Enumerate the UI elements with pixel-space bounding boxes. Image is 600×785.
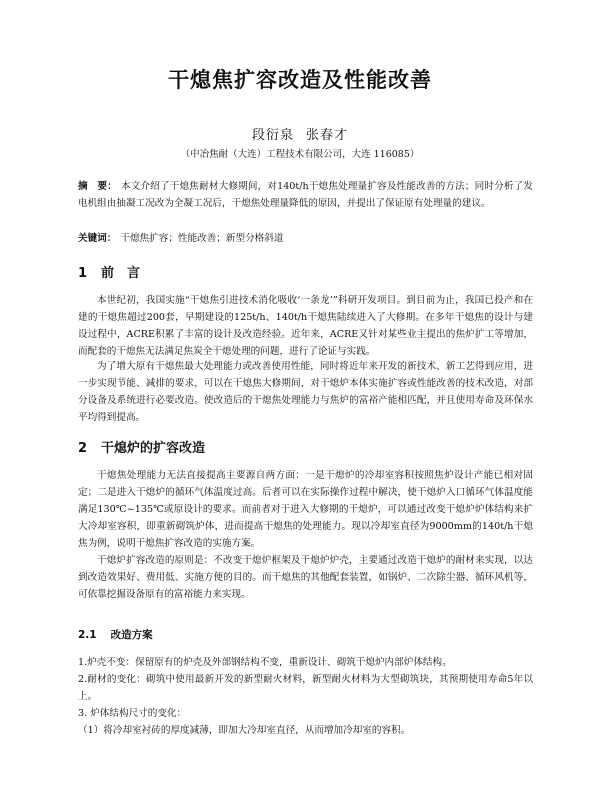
keywords — [78, 230, 533, 247]
keywords-text: 干熄焦扩容；性能改善；新型分格斜道 — [120, 233, 284, 244]
paper-title: 干熄焦扩容改造及性能改善 — [168, 68, 432, 92]
section-1-paragraph-1: 本世纪初，我国实施“干熄焦引进技术消化吸收‘一条龙’”科研开发项目。到目前为止，我国已投产和在建的干熄焦超过200套，早期建设的125t/h、140t/h干熄焦陆续进入了大修期。在多年干熄焦的设计与建设过程中，ACRE积累了丰富的设计及改造经验。近年来，ACRE又针对某些业主提出的焦炉扩工等增加，而配套的干熄焦无法满足焦炭全干熄处理的问题，进行了论证与实践。 — [78, 295, 533, 357]
subsection-title: 改造方案 — [110, 629, 153, 641]
section-1-paragraph-2: 为了增大原有干熄焦最大处理能力或改善使用性能，同时将近年来开发的新技术、新工艺得到应用，进一步实现节能、减排的要求，可以在干熄焦大修期间，对干熄炉本体实施扩容或性能改善的技术改造，对部分设备及系统进行必要改造。使改造后的干熄焦处理能力与焦炉的富裕产能相匹配，并且使用寿命及环保水平均得到提高。 — [78, 361, 533, 423]
list-item-2: 2.耐材的变化：砌筑中使用最新开发的新型耐火材料，新型耐火材料为大型砌筑块，其预期使用寿命5年以上。 — [78, 674, 533, 702]
keywords-label: 关键词： — [78, 233, 117, 244]
section-1-title: 前 言 — [101, 266, 141, 281]
author-1: 段衍泉 — [251, 128, 294, 143]
abstract — [78, 178, 533, 212]
affiliation: （中冶焦耐（大连）工程技术有限公司，大连 116085） — [180, 149, 420, 160]
list-item-3: 3. 炉体结构尺寸的变化： — [78, 708, 187, 719]
section-2-number: 2 — [78, 441, 88, 456]
subsection-2-1-heading — [78, 627, 153, 642]
section-1-number: 1 — [78, 266, 88, 281]
section-2-heading — [78, 437, 205, 456]
list-item-1: 1.炉壳不变：保留原有的炉壳及外部钢结构不变，重新设计、砌筑干熄炉内部炉体结构。 — [78, 657, 452, 668]
authors — [0, 124, 600, 143]
abstract-text: 本文介绍了干熄焦耐材大修期间，对140t/h干熄焦处理量扩容及性能改善的方法；同时分析了发电机组由抽凝工况改为全凝工况后，干熄焦处理量降低的原因，并提出了保证原有处理量的建议。 — [78, 181, 534, 209]
section-2-title: 干熄炉的扩容改造 — [101, 441, 206, 456]
subsection-number: 2.1 — [78, 629, 97, 641]
author-2: 张春才 — [306, 128, 349, 143]
list-item-4: （1）将冷却室衬砖的厚度减薄，即加大冷却室直径，从而增加冷却室的容积。 — [78, 725, 411, 736]
section-1-heading — [78, 262, 140, 281]
section-2-paragraph-2: 干熄炉扩容改造的原则是：不改变干熄炉框架及干熄炉炉壳，主要通过改造干熄炉的耐材来实现，以达到改造效果好、费用低、实施方便的目的。而干熄焦的其他配套装置，如锅炉、二次除尘器、循环风机等，可依靠挖掘设备原有的富裕能力来实现。 — [78, 555, 533, 600]
section-2-paragraph-1: 干熄焦处理能力无法直接提高主要源自两方面：一是干熄炉的冷却室容积按照焦炉设计产能已相对固定；二是进入干熄炉的循环气体温度过高。后者可以在实际操作过程中解决，使干熄炉入口循环气体温度能满足130℃~135℃或原设计的要求。而前者对于进入大修期的干熄炉，可以通过改变干熄炉炉体结构来扩大冷却室容积，即重新砌筑炉体，进而提高干熄焦的处理能力。现以冷却室直径为9000mm的140t/h干熄焦为例，说明干熄焦扩容改造的实施方案。 — [78, 470, 533, 549]
abstract-label: 摘 要： — [78, 181, 118, 192]
